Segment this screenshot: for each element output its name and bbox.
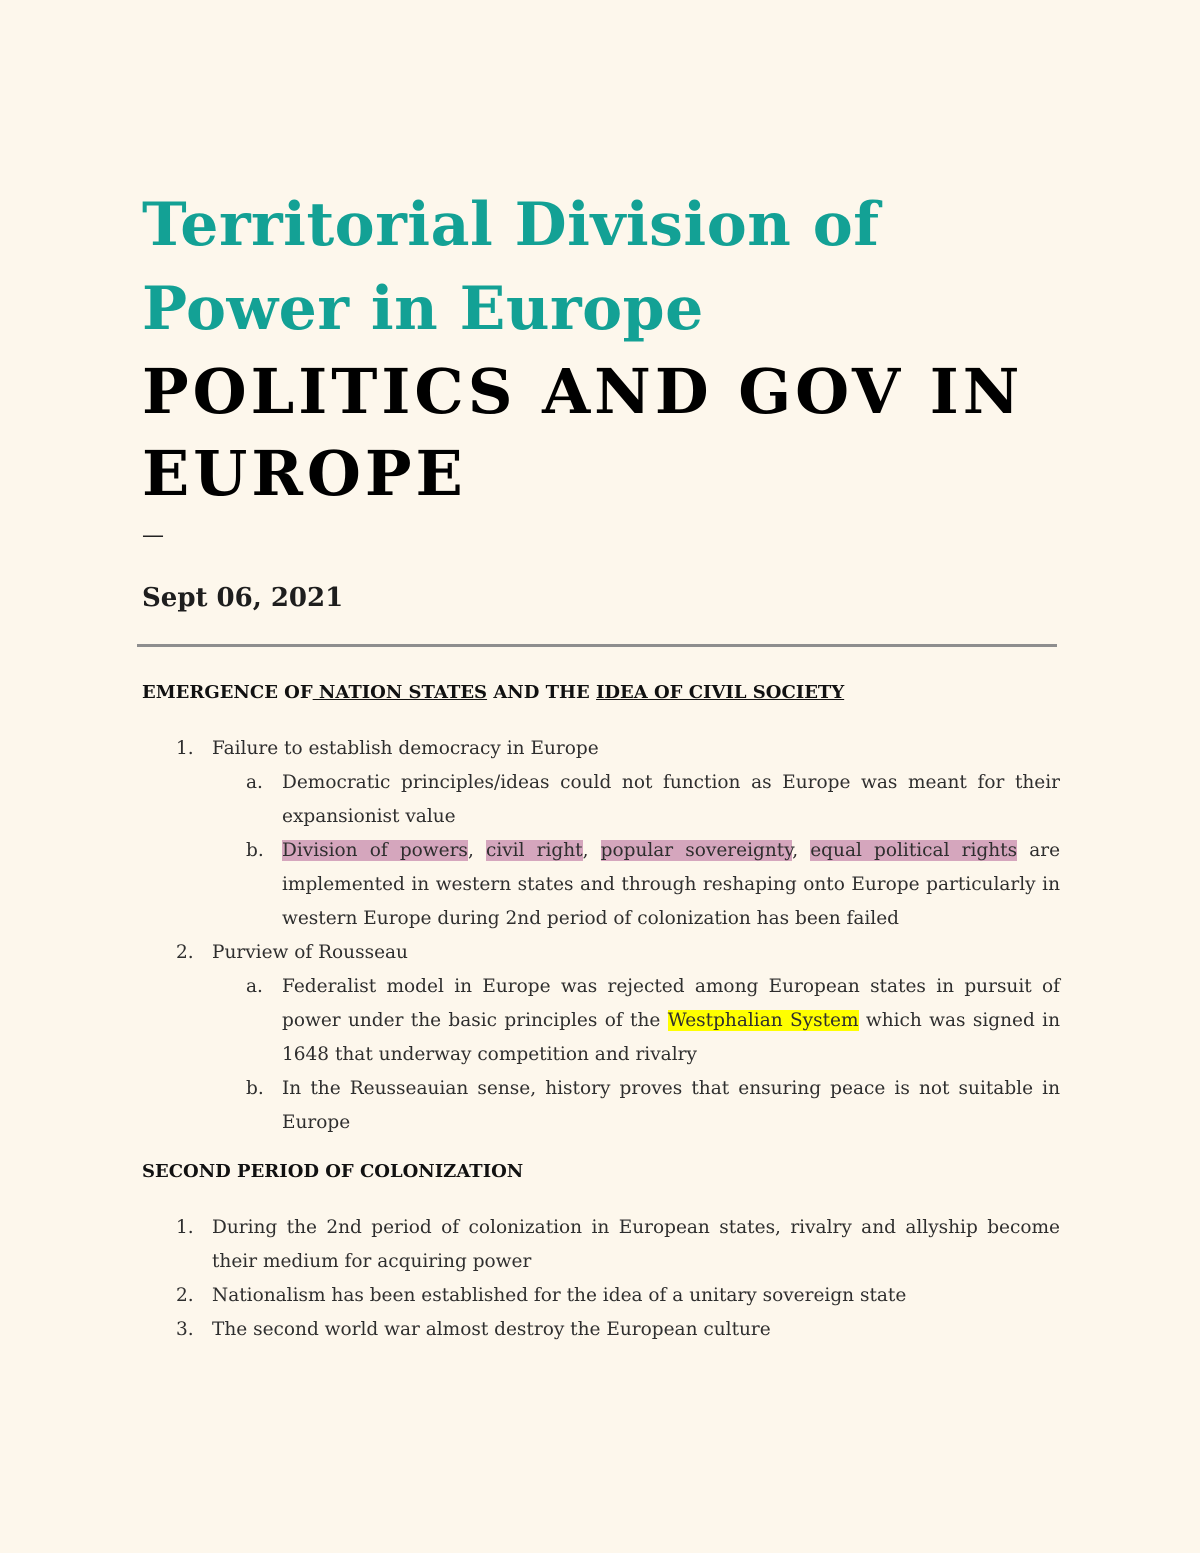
list-item-text: The second world war almost destroy the European culture [212,1319,771,1340]
sub-list-letter: b. [246,1078,264,1099]
colonization-list [142,1211,1060,1347]
heading-mid: AND THE [487,682,597,703]
list-item [142,1211,1060,1279]
sub-item-text: are implemented in western states and through reshaping onto Europe particularly in western Europe during 2nd period of colonization has been failed [282,840,1061,929]
highlight-equal-political-rights: equal political rights [810,840,1018,861]
separator: , [792,840,811,861]
separator: , [582,840,601,861]
list-item [142,936,1060,1140]
sub-list-letter: a. [246,976,263,997]
list-number: 1. [176,1217,194,1238]
sub-item-text: which was signed in 1648 that underway competition and rivalry [282,1010,1060,1065]
sub-list [142,970,1060,1140]
horizontal-divider [137,644,1057,647]
highlight-westphalian-system: Westphalian System [667,1010,859,1031]
list-item-text: Nationalism has been established for the idea of a unitary sovereign state [212,1285,907,1306]
highlight-division-of-powers: Division of powers [282,840,468,861]
list-number: 2. [176,942,194,963]
highlight-popular-sovereignty: popular sovereignty [600,840,793,861]
heading-prefix: EMERGENCE OF [142,682,313,703]
list-number: 3. [176,1319,194,1340]
list-item-text: During the 2nd period of colonization in European states, rivalry and allyship become their medium for acquiring power [212,1217,1060,1272]
list-item-text: Purview of Rousseau [212,942,408,963]
sub-item-text: In the Reusseauian sense, history proves that ensuring peace is not suitable in Europe [282,1078,1060,1133]
section-heading-colonization: SECOND PERIOD OF COLONIZATION [142,1161,524,1182]
highlight-civil-right: civil right [485,840,583,861]
list-number: 1. [176,738,194,759]
list-item [142,732,1060,936]
sub-list-item [212,834,1060,936]
title-dash: — [142,523,164,548]
heading-civil-society: IDEA OF CIVIL SOCIETY [596,682,845,703]
emergence-list [142,732,1060,1140]
list-item-text: Failure to establish democracy in Europe [212,738,599,759]
document-subtitle: POLITICS AND GOV IN EUROPE [142,355,1024,510]
list-item [142,1313,1060,1347]
sub-list [142,766,1060,936]
sub-list-letter: b. [246,840,264,861]
sub-list-item [212,766,1060,834]
list-number: 2. [176,1285,194,1306]
sub-item-text: Democratic principles/ideas could not function as Europe was meant for their expansionist value [282,772,1060,827]
sub-list-item [212,1072,1060,1140]
list-item [142,1279,1060,1313]
sub-list-item [212,970,1060,1072]
sub-list-letter: a. [246,772,263,793]
heading-nation-states: NATION STATES [312,682,488,703]
document-title: Territorial Division of Power in Europe [142,190,880,344]
section-heading-emergence [142,681,844,705]
document-date: Sept 06, 2021 [142,583,344,613]
separator: , [467,840,486,861]
sub-item-text: Federalist model in Europe was rejected among European states in pursuit of power under the basic principles of the [282,976,1060,1031]
document-content [142,183,1061,1340]
